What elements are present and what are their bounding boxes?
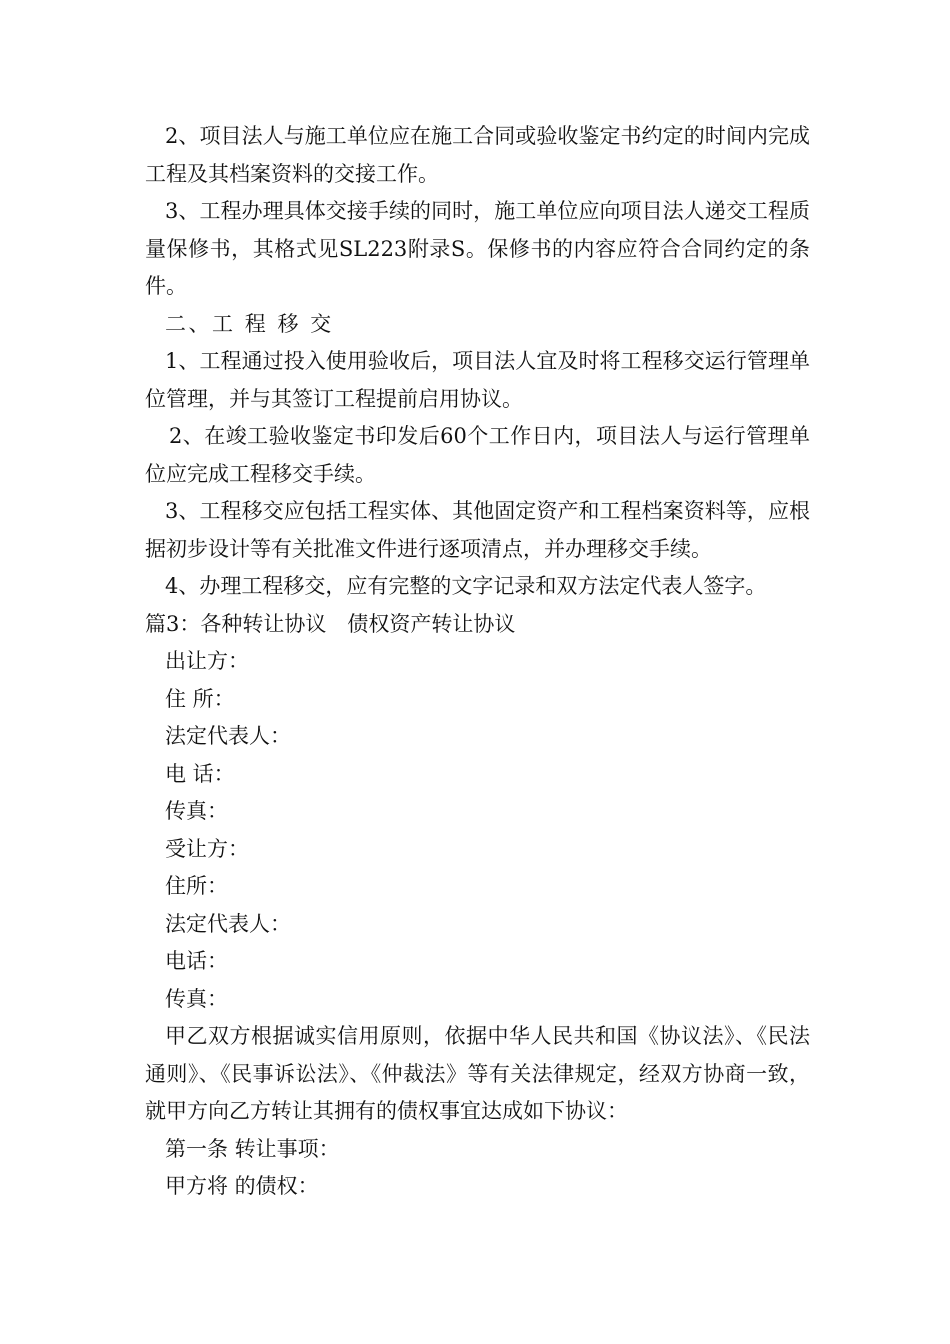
article-one-text: 甲方将 的债权： bbox=[165, 1174, 319, 1198]
section-heading-project-transfer: 二、工 程 移 交 bbox=[165, 311, 334, 336]
transferee-phone-label: 电话： bbox=[165, 949, 228, 973]
agreement-preamble: 甲乙双方根据诚实信用原则，依据中华人民共和国《协议法》、《民法通则》、《民事诉讼法》、《仲裁法》等有关法律规定，经双方协商一致，就甲方向乙方转让其拥有的债权事宜达成如下协议： bbox=[145, 1024, 810, 1123]
paragraph-transfer-4: 4、办理工程移交，应有完整的文字记录和双方法定代表人签字。 bbox=[165, 574, 767, 598]
paragraph-transfer-2: 2、在竣工验收鉴定书印发后60个工作日内，项目法人与运行管理单位应完成工程移交手续。 bbox=[145, 424, 810, 486]
transferor-fax-label: 传真： bbox=[165, 799, 228, 823]
transferee-fax-label: 传真： bbox=[165, 986, 228, 1011]
transferor-representative-label: 法定代表人： bbox=[165, 724, 291, 748]
article-one-heading: 第一条 转让事项： bbox=[165, 1136, 340, 1161]
paragraph-transfer-1: 1、工程通过投入使用验收后，项目法人宜及时将工程移交运行管理单位管理，并与其签订工程提前启用协议。 bbox=[145, 349, 810, 411]
agreement-title: 篇3：各种转让协议 债权资产转让协议 bbox=[145, 611, 516, 636]
paragraph-handover-time: 2、项目法人与施工单位应在施工合同或验收鉴定书约定的时间内完成工程及其档案资料的交接工作。 bbox=[145, 124, 810, 186]
paragraph-transfer-3: 3、工程移交应包括工程实体、其他固定资产和工程档案资料等，应根据初步设计等有关批准文件进行逐项清点，并办理移交手续。 bbox=[145, 499, 810, 561]
paragraph-warranty: 3、工程办理具体交接手续的同时，施工单位应向项目法人递交工程质量保修书，其格式见SL223附录S。保修书的内容应符合合同约定的条件。 bbox=[145, 199, 810, 298]
transferee-representative-label: 法定代表人： bbox=[165, 911, 291, 936]
transferee-address-label: 住所： bbox=[165, 874, 228, 898]
document-body bbox=[145, 118, 810, 1206]
transferor-address-label: 住 所： bbox=[165, 686, 235, 711]
transferor-phone-label: 电 话： bbox=[165, 761, 235, 786]
transferee-label: 受让方： bbox=[165, 836, 249, 861]
transferor-label: 出让方： bbox=[165, 649, 249, 673]
